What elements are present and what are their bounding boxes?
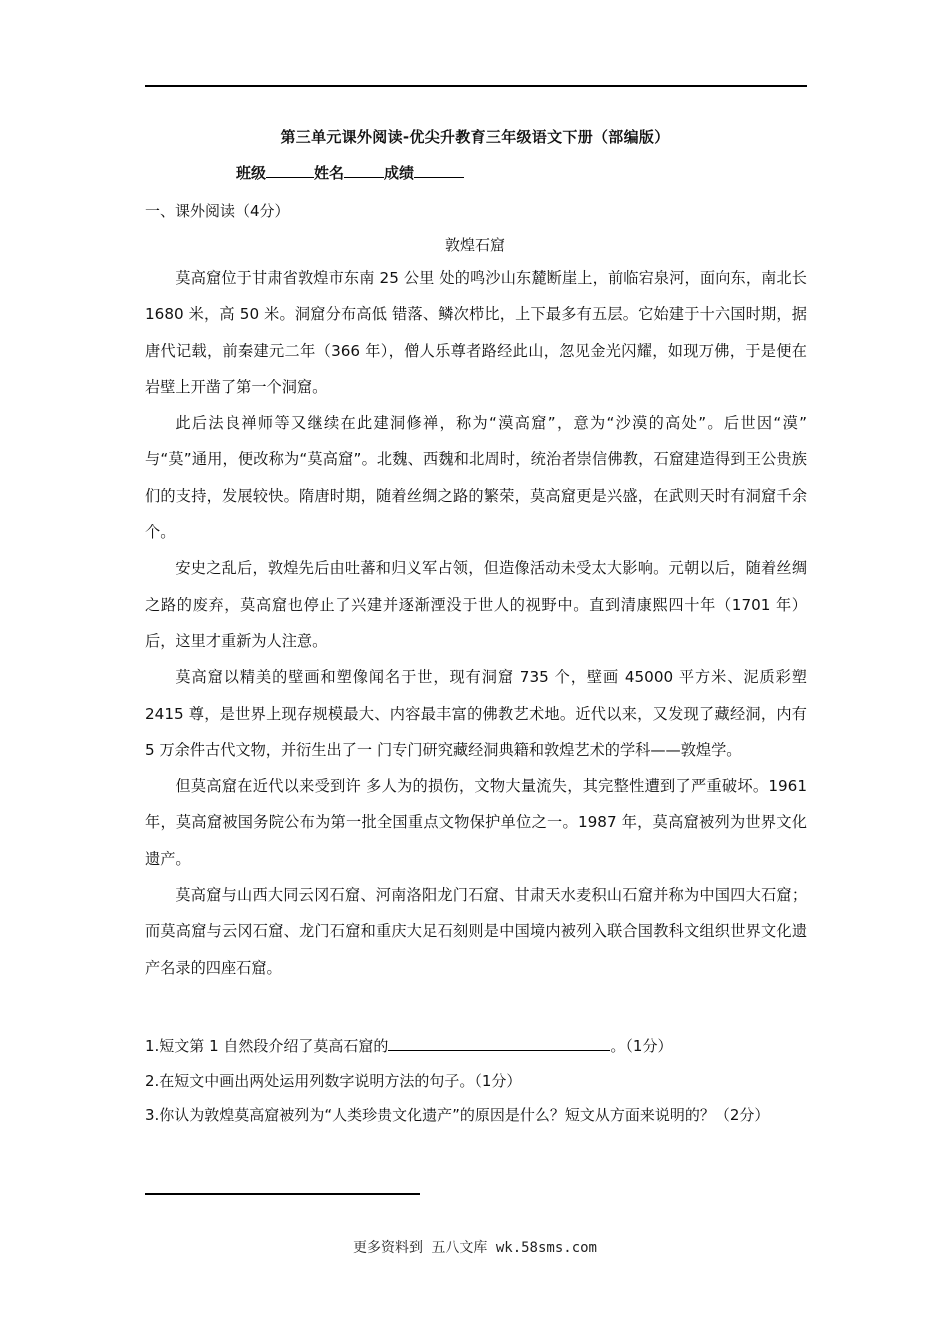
question-1 [145,1029,810,1064]
name-label: 姓名 [314,164,345,182]
question-1-text: 1.短文第 1 自然段介绍了莫高石窟的 [145,1037,389,1055]
article-paragraph: 但莫高窟在近代以来受到许 多人为的损伤，文物大量流失，其完整性遭到了严重破坏。1961 年，莫高窟被国务院公布为第一批全国重点文物保护单位之一。1987 年，莫高窟被列为世界文化遗产。 [145,777,807,868]
article-paragraph: 安史之乱后，敦煌先后由吐蕃和归义军占领，但造像活动未受太大影响。元朝以后，随着丝绸之路的废弃，莫高窟也停止了兴建并逐渐湮没于世人的视野中。直到清康熙四十年（1701 年）后，这里才重新为人注意。 [145,559,807,650]
question-1-answer-blank[interactable] [388,1036,610,1051]
question-2: 2.在短文中画出两处运用列数字说明方法的句子。（1分） [145,1071,522,1090]
article-paragraph: 莫高窟位于甘肃省敦煌市东南 25 公里 处的鸣沙山东麓断崖上，前临宕泉河，面向东，南北长 1680 米，高 50 米。洞窟分布高低 错落、鳞次栉比，上下最多有五层。它始建于十六国时期，据唐代记载，前秦建元二年（366 年），僧人乐尊者路经此山，忽见金光闪耀，如现万佛，于是便在岩壁上开凿了第一个洞窟。 [145,269,807,396]
question-3-answer-line[interactable] [145,1193,420,1195]
article-body [145,260,807,986]
student-info-line [236,162,464,183]
questions-section [145,1029,810,1133]
article-paragraph: 此后法良禅师等又继续在此建洞修禅，称为“漠高窟”，意为“沙漠的高处”。后世因“漠” 与“莫”通用，便改称为“莫高窟”。北魏、西魏和北周时，统治者崇信佛教，石窟建造得到王公贵族们的支持，发展较快。隋唐时期，随着丝绸之路的繁荣，莫高窟更是兴盛，在武则天时有洞窟千余个。 [145,414,807,542]
article-paragraph: 莫高窟与山西大同云冈石窟、河南洛阳龙门石窟、甘肃天水麦积山石窟并称为中国四大石窟；而莫高窟与云冈石窟、龙门石窟和重庆大足石刻则是中国境内被列入联合国教科文组织世界文化遗产名录的四座石窟。 [145,886,807,977]
question-1-points: 。（1分） [610,1037,673,1055]
question-3: 3.你认为敦煌莫高窟被列为“人类珍贵文化遗产”的原因是什么？短文从方面来说明的？（2分） [145,1106,770,1124]
score-blank[interactable] [414,163,464,178]
name-blank[interactable] [344,163,384,178]
document-title: 第三单元课外阅读-优尖升教育三年级语文下册（部编版） [280,128,670,146]
class-label: 班级 [236,164,267,182]
footer-text: 更多资料到 五八文库 wk.58sms.com [352,1240,597,1256]
article-title: 敦煌石窟 [444,236,505,254]
class-blank[interactable] [266,163,314,178]
section-heading: 一、课外阅读（4分） [145,202,290,220]
article-paragraph: 莫高窟以精美的壁画和塑像闻名于世，现有洞窟 735 个，壁画 45000 平方米、泥质彩塑 2415 尊，是世界上现存规模最大、内容最丰富的佛教艺术地。近代以来，又发现了藏经洞，内有 5 万余件古代文物，并衍生出了一 门专门研究藏经洞典籍和敦煌艺术的学科——敦煌学。 [145,668,807,759]
score-label: 成绩 [384,164,415,182]
top-divider [145,85,807,87]
